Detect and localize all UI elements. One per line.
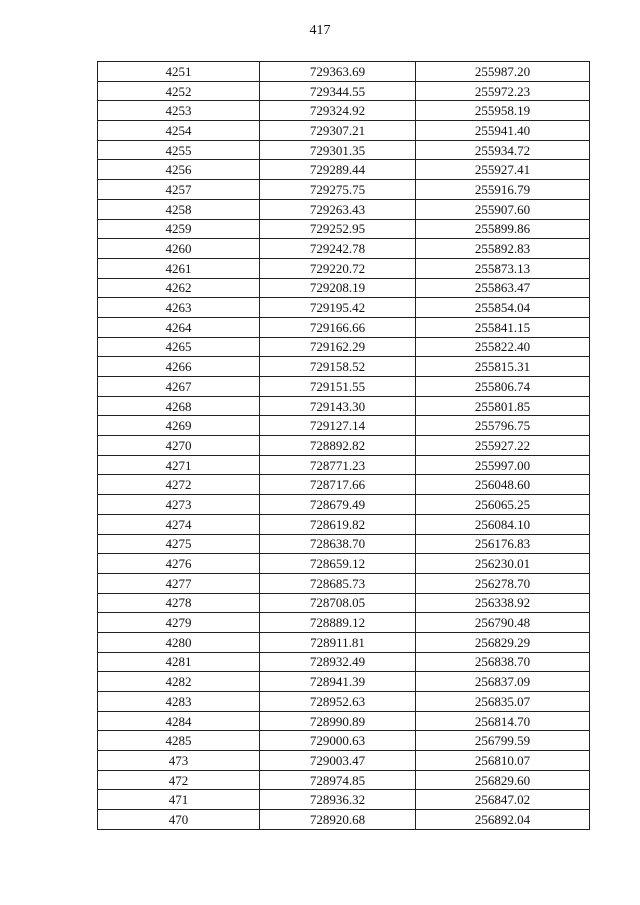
y-coordinate-cell: 255801.85	[416, 396, 590, 416]
page-number: 417	[309, 23, 331, 38]
y-coordinate-cell: 255997.00	[416, 455, 590, 475]
x-coordinate-cell: 729127.14	[260, 416, 416, 436]
table-row	[98, 81, 590, 101]
point-number-cell: 4264	[98, 317, 260, 337]
table-row	[98, 495, 590, 515]
y-coordinate-cell: 255958.19	[416, 101, 590, 121]
table-row	[98, 140, 590, 160]
y-coordinate-cell: 255972.23	[416, 81, 590, 101]
table-row	[98, 377, 590, 397]
point-number-cell: 470	[98, 810, 260, 830]
point-number-cell: 4282	[98, 672, 260, 692]
point-number-cell: 4258	[98, 199, 260, 219]
point-number-cell: 4275	[98, 534, 260, 554]
y-coordinate-cell: 255916.79	[416, 180, 590, 200]
y-coordinate-cell: 255841.15	[416, 317, 590, 337]
coordinates-table	[97, 61, 590, 830]
point-number-cell: 4271	[98, 455, 260, 475]
point-number-cell: 4266	[98, 357, 260, 377]
y-coordinate-cell: 255941.40	[416, 121, 590, 141]
x-coordinate-cell: 728659.12	[260, 554, 416, 574]
point-number-cell: 4251	[98, 62, 260, 82]
point-number-cell: 4279	[98, 613, 260, 633]
point-number-cell: 4276	[98, 554, 260, 574]
y-coordinate-cell: 255899.86	[416, 219, 590, 239]
y-coordinate-cell: 255854.04	[416, 298, 590, 318]
point-number-cell: 4280	[98, 632, 260, 652]
y-coordinate-cell: 255806.74	[416, 377, 590, 397]
point-number-cell: 4261	[98, 258, 260, 278]
x-coordinate-cell: 729195.42	[260, 298, 416, 318]
y-coordinate-cell: 255934.72	[416, 140, 590, 160]
table-row	[98, 770, 590, 790]
point-number-cell: 4270	[98, 436, 260, 456]
x-coordinate-cell: 729363.69	[260, 62, 416, 82]
table-row	[98, 751, 590, 771]
point-number-cell: 4262	[98, 278, 260, 298]
x-coordinate-cell: 728990.89	[260, 711, 416, 731]
table-row	[98, 337, 590, 357]
y-coordinate-cell: 256837.09	[416, 672, 590, 692]
x-coordinate-cell: 729307.21	[260, 121, 416, 141]
point-number-cell: 4267	[98, 377, 260, 397]
point-number-cell: 472	[98, 770, 260, 790]
point-number-cell: 4259	[98, 219, 260, 239]
y-coordinate-cell: 255892.83	[416, 239, 590, 259]
y-coordinate-cell: 256829.29	[416, 632, 590, 652]
table-row	[98, 180, 590, 200]
y-coordinate-cell: 256810.07	[416, 751, 590, 771]
x-coordinate-cell: 729275.75	[260, 180, 416, 200]
table-row	[98, 357, 590, 377]
x-coordinate-cell: 728619.82	[260, 514, 416, 534]
x-coordinate-cell: 729151.55	[260, 377, 416, 397]
table-row	[98, 101, 590, 121]
x-coordinate-cell: 728638.70	[260, 534, 416, 554]
x-coordinate-cell: 728974.85	[260, 770, 416, 790]
y-coordinate-cell: 256814.70	[416, 711, 590, 731]
y-coordinate-cell: 255815.31	[416, 357, 590, 377]
table-row	[98, 121, 590, 141]
point-number-cell: 4274	[98, 514, 260, 534]
table-row	[98, 160, 590, 180]
table-row	[98, 317, 590, 337]
table-row	[98, 219, 590, 239]
y-coordinate-cell: 255863.47	[416, 278, 590, 298]
x-coordinate-cell: 728685.73	[260, 573, 416, 593]
point-number-cell: 4284	[98, 711, 260, 731]
y-coordinate-cell: 256084.10	[416, 514, 590, 534]
x-coordinate-cell: 729143.30	[260, 396, 416, 416]
point-number-cell: 4253	[98, 101, 260, 121]
y-coordinate-cell: 256278.70	[416, 573, 590, 593]
table-row	[98, 652, 590, 672]
table-row	[98, 199, 590, 219]
x-coordinate-cell: 728892.82	[260, 436, 416, 456]
x-coordinate-cell: 728889.12	[260, 613, 416, 633]
point-number-cell: 4277	[98, 573, 260, 593]
table-row	[98, 810, 590, 830]
y-coordinate-cell: 256847.02	[416, 790, 590, 810]
x-coordinate-cell: 729208.19	[260, 278, 416, 298]
point-number-cell: 4278	[98, 593, 260, 613]
y-coordinate-cell: 255907.60	[416, 199, 590, 219]
table-row	[98, 62, 590, 82]
point-number-cell: 4269	[98, 416, 260, 436]
table-row	[98, 396, 590, 416]
point-number-cell: 4255	[98, 140, 260, 160]
table-row	[98, 632, 590, 652]
table-row	[98, 613, 590, 633]
x-coordinate-cell: 728920.68	[260, 810, 416, 830]
point-number-cell: 4272	[98, 475, 260, 495]
table-row	[98, 711, 590, 731]
x-coordinate-cell: 728932.49	[260, 652, 416, 672]
y-coordinate-cell: 256338.92	[416, 593, 590, 613]
x-coordinate-cell: 729158.52	[260, 357, 416, 377]
y-coordinate-cell: 256829.60	[416, 770, 590, 790]
table-row	[98, 790, 590, 810]
point-number-cell: 4260	[98, 239, 260, 259]
table-row	[98, 731, 590, 751]
point-number-cell: 4257	[98, 180, 260, 200]
point-number-cell: 4256	[98, 160, 260, 180]
x-coordinate-cell: 729220.72	[260, 258, 416, 278]
point-number-cell: 4281	[98, 652, 260, 672]
x-coordinate-cell: 729263.43	[260, 199, 416, 219]
y-coordinate-cell: 255873.13	[416, 258, 590, 278]
x-coordinate-cell: 729301.35	[260, 140, 416, 160]
table-row	[98, 278, 590, 298]
y-coordinate-cell: 256838.70	[416, 652, 590, 672]
x-coordinate-cell: 728717.66	[260, 475, 416, 495]
y-coordinate-cell: 256892.04	[416, 810, 590, 830]
x-coordinate-cell: 729242.78	[260, 239, 416, 259]
coordinates-table-body	[98, 62, 590, 830]
point-number-cell: 4285	[98, 731, 260, 751]
table-row	[98, 534, 590, 554]
x-coordinate-cell: 728941.39	[260, 672, 416, 692]
y-coordinate-cell: 255927.41	[416, 160, 590, 180]
x-coordinate-cell: 728911.81	[260, 632, 416, 652]
x-coordinate-cell: 728952.63	[260, 692, 416, 712]
point-number-cell: 4252	[98, 81, 260, 101]
y-coordinate-cell: 256230.01	[416, 554, 590, 574]
x-coordinate-cell: 729162.29	[260, 337, 416, 357]
point-number-cell: 4254	[98, 121, 260, 141]
x-coordinate-cell: 728708.05	[260, 593, 416, 613]
y-coordinate-cell: 256176.83	[416, 534, 590, 554]
y-coordinate-cell: 256065.25	[416, 495, 590, 515]
point-number-cell: 4268	[98, 396, 260, 416]
x-coordinate-cell: 729000.63	[260, 731, 416, 751]
x-coordinate-cell: 728936.32	[260, 790, 416, 810]
table-row	[98, 239, 590, 259]
table-row	[98, 514, 590, 534]
point-number-cell: 4265	[98, 337, 260, 357]
point-number-cell: 473	[98, 751, 260, 771]
point-number-cell: 4283	[98, 692, 260, 712]
y-coordinate-cell: 256799.59	[416, 731, 590, 751]
point-number-cell: 471	[98, 790, 260, 810]
table-row	[98, 573, 590, 593]
x-coordinate-cell: 729344.55	[260, 81, 416, 101]
table-row	[98, 672, 590, 692]
y-coordinate-cell: 255927.22	[416, 436, 590, 456]
y-coordinate-cell: 256790.48	[416, 613, 590, 633]
y-coordinate-cell: 255796.75	[416, 416, 590, 436]
y-coordinate-cell: 256048.60	[416, 475, 590, 495]
x-coordinate-cell: 728679.49	[260, 495, 416, 515]
table-row	[98, 258, 590, 278]
x-coordinate-cell: 729289.44	[260, 160, 416, 180]
table-row	[98, 455, 590, 475]
x-coordinate-cell: 729252.95	[260, 219, 416, 239]
y-coordinate-cell: 256835.07	[416, 692, 590, 712]
table-row	[98, 298, 590, 318]
point-number-cell: 4263	[98, 298, 260, 318]
table-row	[98, 554, 590, 574]
x-coordinate-cell: 729324.92	[260, 101, 416, 121]
table-row	[98, 436, 590, 456]
table-row	[98, 416, 590, 436]
x-coordinate-cell: 728771.23	[260, 455, 416, 475]
y-coordinate-cell: 255822.40	[416, 337, 590, 357]
table-row	[98, 593, 590, 613]
table-row	[98, 475, 590, 495]
table-row	[98, 692, 590, 712]
y-coordinate-cell: 255987.20	[416, 62, 590, 82]
x-coordinate-cell: 729166.66	[260, 317, 416, 337]
point-number-cell: 4273	[98, 495, 260, 515]
x-coordinate-cell: 729003.47	[260, 751, 416, 771]
